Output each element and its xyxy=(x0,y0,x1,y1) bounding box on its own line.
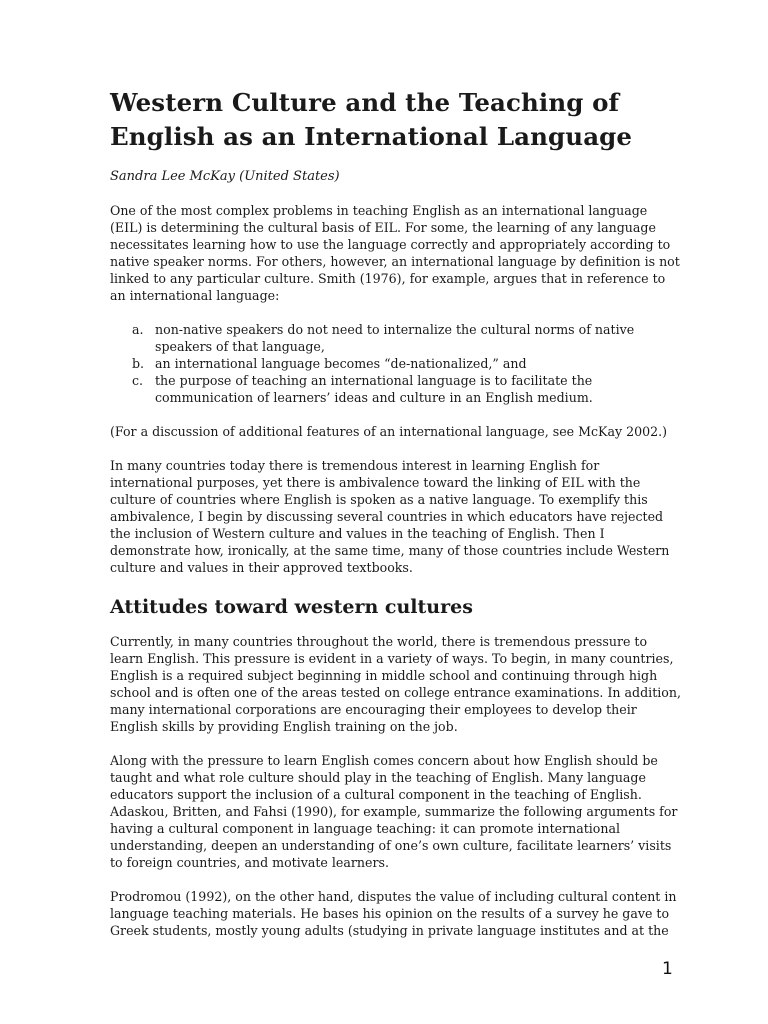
list-item xyxy=(110,321,682,355)
list-marker: c. xyxy=(132,373,144,388)
document-title: Western Culture and the Teaching of English as an International Language xyxy=(110,88,633,151)
list-item-text: an international language becomes “de-nationalized,” and xyxy=(155,356,527,371)
lettered-list xyxy=(110,321,682,406)
list-marker: b. xyxy=(132,356,145,371)
list-item xyxy=(110,372,682,406)
list-item-text: the purpose of teaching an international language is to facilitate the communication of learners’ ideas and culture in an English medium. xyxy=(155,373,593,405)
body-paragraph: In many countries today there is tremendous interest in learning English for international purposes, yet there is ambivalence toward the linking of EIL with the culture of countries where English is spoken as a native language. To exemplify this ambivalence, I begin by discussing several countries in which educators have rejected the inclusion of Western culture and values in the teaching of English. Then I demonstrate how, ironically, at the same time, many of those countries include Western culture and values in their approved textbooks. xyxy=(110,458,670,575)
section-paragraph: Currently, in many countries throughout the world, there is tremendous pressure to learn English. This pressure is evident in a variety of ways. To begin, in many countries, English is a required subject beginning in middle school and continuing through high school and is often one of the areas tested on college entrance examinations. In addition, many international corporations are encouraging their employees to develop their English skills by providing English training on the job. xyxy=(110,634,681,734)
intro-paragraph: One of the most complex problems in teaching English as an international language (EIL) is determining the cultural basis of EIL. For some, the learning of any language necessitates learning how to use the language correctly and appropriately according to native speaker norms. For others, however, an international language by definition is not linked to any particular culture. Smith (1976), for example, argues that in reference to an international language: xyxy=(110,203,680,303)
section-paragraph: Along with the pressure to learn English comes concern about how English should be taught and what role culture should play in the teaching of English. Many language educators support the inclusion of a cultural component in the teaching of English. Adaskou, Britten, and Fahsi (1990), for example, summarize the following arguments for having a cultural component in language teaching: it can promote international understanding, deepen an understanding of one’s own culture, facilitate learners’ visits to foreign countries, and motivate learners. xyxy=(110,753,678,870)
list-item-text: non-native speakers do not need to internalize the cultural norms of native speakers of that language, xyxy=(155,322,635,354)
section-heading: Attitudes toward western cultures xyxy=(110,596,473,618)
discussion-note: (For a discussion of additional features of an international language, see McKay 2002.) xyxy=(110,424,668,439)
page-number: 1 xyxy=(662,959,673,979)
section-paragraph: Prodromou (1992), on the other hand, disputes the value of including cultural content in language teaching materials. He bases his opinion on the results of a survey he gave to Greek students, mostly young adults (studying in private language institutes and at the xyxy=(110,889,677,938)
author-line: Sandra Lee McKay (United States) xyxy=(110,169,340,184)
list-marker: a. xyxy=(132,322,144,337)
list-item xyxy=(110,355,682,372)
document-page xyxy=(110,86,682,956)
